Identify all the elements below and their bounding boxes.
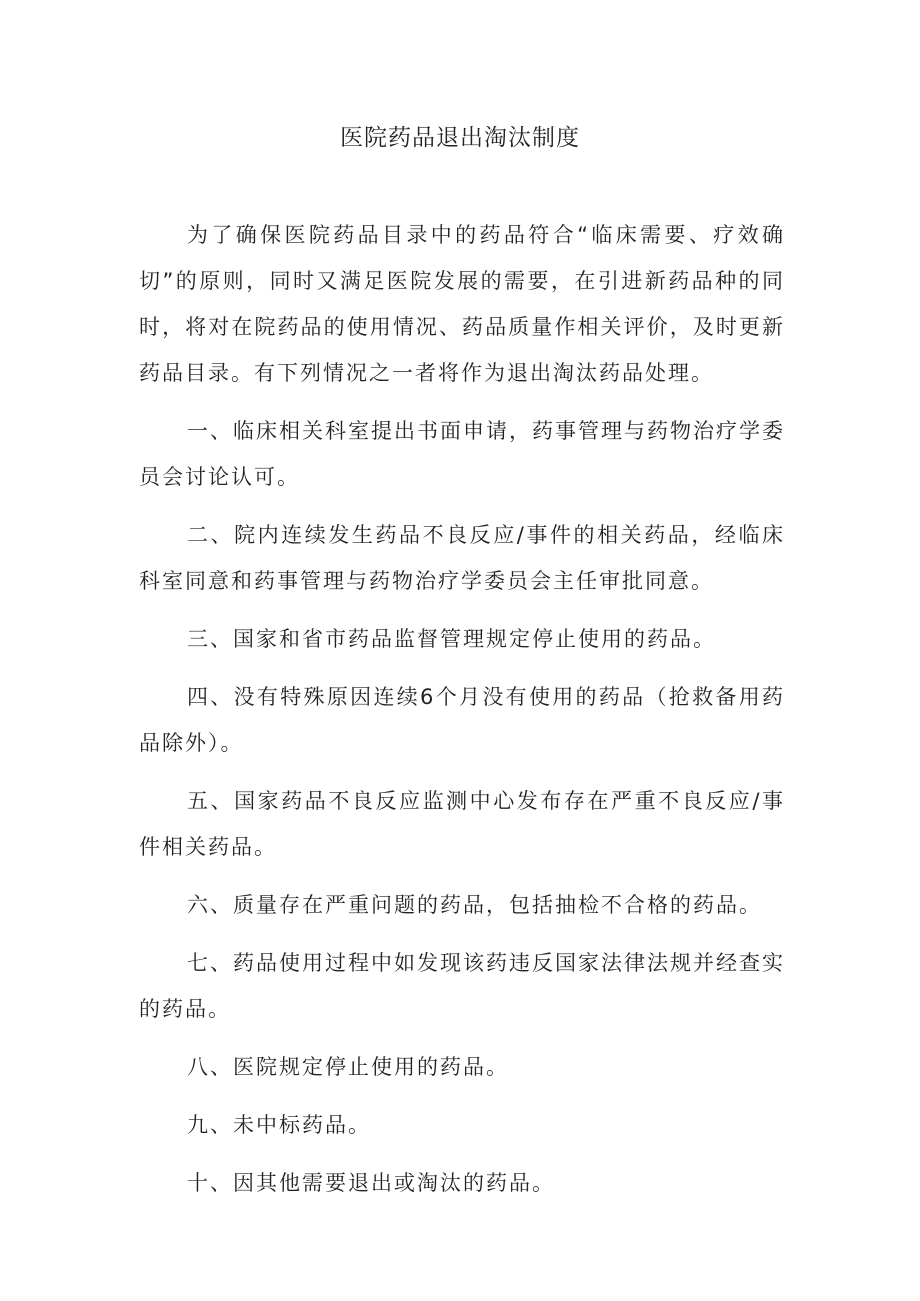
paragraph-item-9: 九、未中标药品。 [187, 1113, 371, 1137]
paragraph-item-6: 六、质量存在严重问题的药品，包括抽检不合格的药品。 [187, 893, 762, 917]
paragraph-item-2: 二、院内连续发生药品不良反应/事件的相关药品，经临床科室同意和药事管理与药物治疗学委员会主任审批同意。 [139, 523, 785, 593]
paragraph-item-7: 七、药品使用过程中如发现该药违反国家法律法规并经查实的药品。 [139, 951, 785, 1021]
document-body [139, 212, 785, 1218]
document-title: 医院药品退出淘汰制度 [340, 125, 580, 151]
paragraph-item-10: 十、因其他需要退出或淘汰的药品。 [187, 1171, 555, 1195]
paragraph-intro: 为了确保医院药品目录中的药品符合“临床需要、疗效确切”的原则，同时又满足医院发展的需要，在引进新药品种的同时，将对在院药品的使用情况、药品质量作相关评价，及时更新药品目录。有下列情况之一者将作为退出淘汰药品处理。 [139, 223, 785, 385]
paragraph-item-1: 一、临床相关科室提出书面申请，药事管理与药物治疗学委员会讨论认可。 [139, 419, 785, 489]
paragraph-item-5: 五、国家药品不良反应监测中心发布存在严重不良反应/事件相关药品。 [139, 789, 785, 859]
paragraph-item-4: 四、没有特殊原因连续6个月没有使用的药品（抢救备用药品除外）。 [139, 685, 785, 755]
paragraph-item-8: 八、医院规定停止使用的药品。 [187, 1055, 509, 1079]
paragraph-item-3: 三、国家和省市药品监督管理规定停止使用的药品。 [187, 627, 716, 651]
